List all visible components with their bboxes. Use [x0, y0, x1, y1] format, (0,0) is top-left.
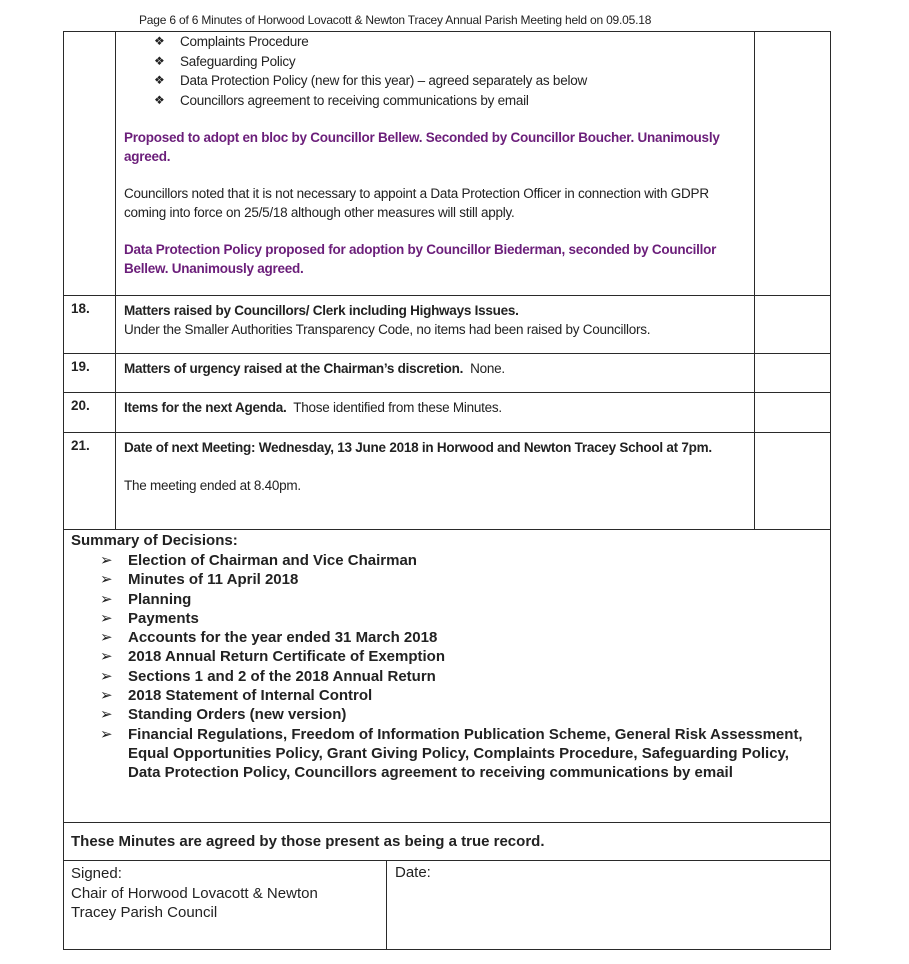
item-body [124, 359, 746, 378]
item-text: Under the Smaller Authorities Transparency Code, no items had been raised by Councillors. [124, 322, 651, 337]
list-item: ➢ Financial Regulations, Freedom of Information Publication Scheme, General Risk Assessment, Equal Opportunities Policy, Grant Giving Policy, Complaints Procedure, Safeguarding Policy, Data Protection Policy, Councillors agreement to receiving communications by email [100, 725, 803, 782]
arrow-bullet-icon: ➢ [100, 590, 113, 608]
page-header: Page 6 of 6 Minutes of Horwood Lovacott & Newton Tracey Annual Parish Meeting held on 09.05.18 [139, 13, 652, 27]
item-text: Those identified from these Minutes. [286, 400, 502, 415]
item-number-cell [64, 393, 116, 432]
list-item: ➢ 2018 Statement of Internal Control [100, 687, 373, 705]
list-item: ❖ Councillors agreement to receiving communications by email [154, 91, 746, 111]
list-item: ❖ Complaints Procedure [154, 32, 746, 52]
item-body [124, 398, 746, 417]
diamond-bullet-icon: ❖ [154, 73, 165, 87]
agreement-row [63, 823, 831, 861]
item-number: 21. [71, 438, 90, 453]
list-item: ❖ Safeguarding Policy [154, 52, 746, 72]
item-number-cell [64, 433, 116, 529]
item-heading: Items for the next Agenda. [124, 400, 287, 415]
list-item: ➢ Minutes of 11 April 2018 [100, 571, 299, 589]
agreement-text: These Minutes are agreed by those present as being a true record. [71, 833, 545, 850]
item-text: The meeting ended at 8.40pm. [124, 478, 301, 493]
signed-label: Signed: [71, 865, 122, 882]
agenda-item-21 [63, 433, 831, 530]
action-cell [754, 354, 830, 392]
item-number-cell [64, 32, 116, 295]
resolution-text: Data Protection Policy proposed for adoption by Councillor Biederman, seconded by Councillor Bellew. Unanimously agreed. [124, 242, 717, 276]
chair-title-line: Chair of Horwood Lovacott & Newton [71, 884, 318, 902]
item-heading: Date of next Meeting: Wednesday, 13 June 2018 in Horwood and Newton Tracey School at 7pm. [124, 440, 712, 455]
item-text: None. [463, 361, 505, 376]
summary-of-decisions [63, 530, 831, 823]
action-cell [754, 296, 830, 353]
list-item: ❖ Data Protection Policy (new for this year) – agreed separately as below [154, 71, 746, 91]
arrow-bullet-icon: ➢ [100, 687, 113, 705]
diamond-bullet-icon: ❖ [154, 92, 165, 107]
arrow-bullet-icon: ➢ [100, 629, 113, 647]
list-item: ➢ Sections 1 and 2 of the 2018 Annual Return [100, 667, 436, 685]
diamond-bullet-icon: ❖ [154, 34, 165, 48]
arrow-bullet-icon: ➢ [100, 552, 113, 569]
action-cell [754, 433, 830, 529]
item-number-cell [64, 354, 116, 392]
diamond-bullet-icon: ❖ [154, 53, 165, 68]
item-heading: Matters of urgency raised at the Chairman’s discretion. [124, 361, 464, 376]
decision-list [100, 551, 818, 783]
arrow-bullet-icon: ➢ [100, 725, 113, 743]
summary-title: Summary of Decisions: [71, 532, 238, 549]
resolution-text: Proposed to adopt en bloc by Councillor Bellew. Seconded by Councillor Boucher. Unanimously agreed. [124, 130, 720, 164]
list-item: ➢ Election of Chairman and Vice Chairman [100, 552, 417, 569]
continued-item-row [63, 31, 831, 296]
list-item: ➢ Payments [100, 609, 199, 627]
item-body [124, 301, 746, 339]
signature-block [71, 864, 318, 923]
list-item: ➢ Planning [100, 590, 192, 608]
policy-list [124, 32, 746, 110]
item-body [124, 438, 746, 495]
signature-cell [64, 861, 387, 949]
chair-title-line: Tracey Parish Council [71, 904, 218, 921]
agenda-item-19 [63, 354, 831, 393]
agenda-item-18 [63, 296, 831, 354]
item-number: 20. [71, 398, 90, 413]
arrow-bullet-icon: ➢ [100, 648, 113, 666]
date-label: Date: [395, 864, 431, 881]
signature-row [63, 861, 831, 950]
agenda-item-20 [63, 393, 831, 433]
arrow-bullet-icon: ➢ [100, 609, 113, 627]
item-number: 19. [71, 359, 90, 374]
minutes-document [63, 31, 831, 950]
arrow-bullet-icon: ➢ [100, 667, 113, 685]
note-text: Councillors noted that it is not necessary to appoint a Data Protection Officer in connection with GDPR coming into force on 25/5/18 although other measures will still apply. [124, 186, 709, 220]
item-number: 18. [71, 301, 90, 316]
list-item: ➢ 2018 Annual Return Certificate of Exemption [100, 648, 446, 666]
action-cell [754, 32, 830, 295]
item-number-cell [64, 296, 116, 353]
item-heading: Matters raised by Councillors/ Clerk including Highways Issues. [124, 303, 519, 318]
action-cell [754, 393, 830, 432]
list-item: ➢ Accounts for the year ended 31 March 2018 [100, 629, 438, 647]
list-item: ➢ Standing Orders (new version) [100, 706, 347, 724]
arrow-bullet-icon: ➢ [100, 706, 113, 724]
item-body [124, 32, 746, 278]
arrow-bullet-icon: ➢ [100, 571, 113, 589]
